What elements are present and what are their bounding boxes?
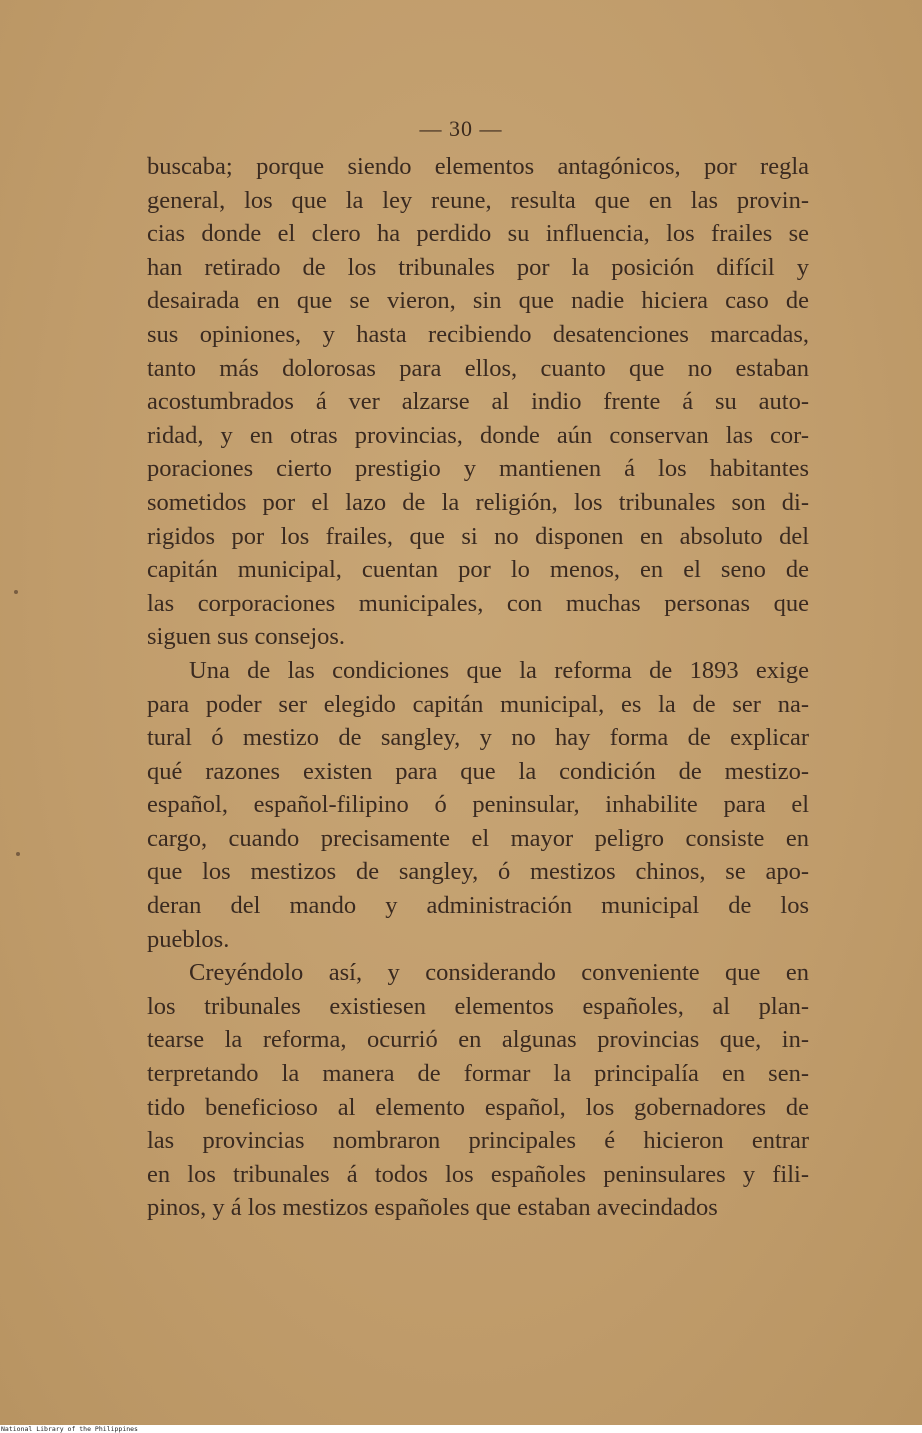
text-line: general, los que la ley reune, resulta que en las provin- — [147, 186, 809, 214]
paragraph — [147, 956, 809, 1225]
text-line: las corporaciones municipales, con muchas personas que — [147, 589, 809, 617]
ink-speck — [16, 852, 20, 856]
text-line: en los tribunales á todos los españoles peninsulares y fili- — [147, 1160, 809, 1188]
text-line: ridad, y en otras provincias, donde aún conservan las cor- — [147, 421, 809, 449]
text-line: pinos, y á los mestizos españoles que estaban avecindados — [147, 1194, 718, 1222]
text-line: sus opiniones, y hasta recibiendo desatenciones marcadas, — [147, 320, 809, 348]
text-line: para poder ser elegido capitán municipal, es la de ser na- — [147, 690, 809, 718]
text-line: tural ó mestizo de sangley, y no hay forma de explicar — [147, 724, 809, 752]
text-line: qué razones existen para que la condición de mestizo- — [147, 757, 809, 785]
text-line: siguen sus consejos. — [147, 623, 346, 651]
text-line: tanto más dolorosas para ellos, cuanto que no estaban — [147, 354, 809, 382]
body-text — [147, 150, 809, 1225]
text-line: tido beneficioso al elemento español, los gobernadores de — [147, 1093, 809, 1121]
text-line: las provincias nombraron principales é hicieron entrar — [147, 1127, 809, 1155]
text-line: que los mestizos de sangley, ó mestizos chinos, se apo- — [147, 858, 809, 886]
text-line: buscaba; porque siendo elementos antagónicos, por regla — [147, 153, 809, 180]
text-line: los tribunales existiesen elementos españoles, al plan- — [147, 992, 809, 1020]
text-line: cargo, cuando precisamente el mayor peligro consiste en — [147, 824, 809, 852]
paragraph — [147, 654, 809, 956]
footer-credit: National Library of the Philippines — [1, 1425, 138, 1433]
text-line: han retirado de los tribunales por la posición difícil y — [147, 253, 809, 281]
ink-speck — [14, 590, 18, 594]
text-line: capitán municipal, cuentan por lo menos, en el seno de — [147, 556, 809, 584]
paragraph — [147, 150, 809, 654]
text-line: Una de las condiciones que la reforma de 1893 exige — [189, 656, 809, 684]
text-line: tearse la reforma, ocurrió en algunas provincias que, in- — [147, 1026, 809, 1054]
text-line: sometidos por el lazo de la religión, los tribunales son di- — [147, 488, 809, 516]
text-line: desairada en que se vieron, sin que nadie hiciera caso de — [147, 287, 809, 315]
text-line: acostumbrados á ver alzarse al indio frente á su auto- — [147, 388, 809, 416]
text-line: Creyéndolo así, y considerando conveniente que en — [189, 959, 809, 987]
text-line: terpretando la manera de formar la principalía en sen- — [147, 1060, 809, 1088]
text-line: poraciones cierto prestigio y mantienen á los habitantes — [147, 455, 809, 483]
text-line: rigidos por los frailes, que si no disponen en absoluto del — [147, 522, 809, 550]
text-line: español, español-filipino ó peninsular, inhabilite para el — [147, 791, 809, 819]
page-number: — 30 — — [419, 116, 503, 141]
text-line: deran del mando y administración municipal de los — [147, 892, 809, 920]
text-line: pueblos. — [147, 925, 230, 953]
footer-bar — [0, 1425, 922, 1433]
text-line: cias donde el clero ha perdido su influencia, los frailes se — [147, 220, 809, 248]
